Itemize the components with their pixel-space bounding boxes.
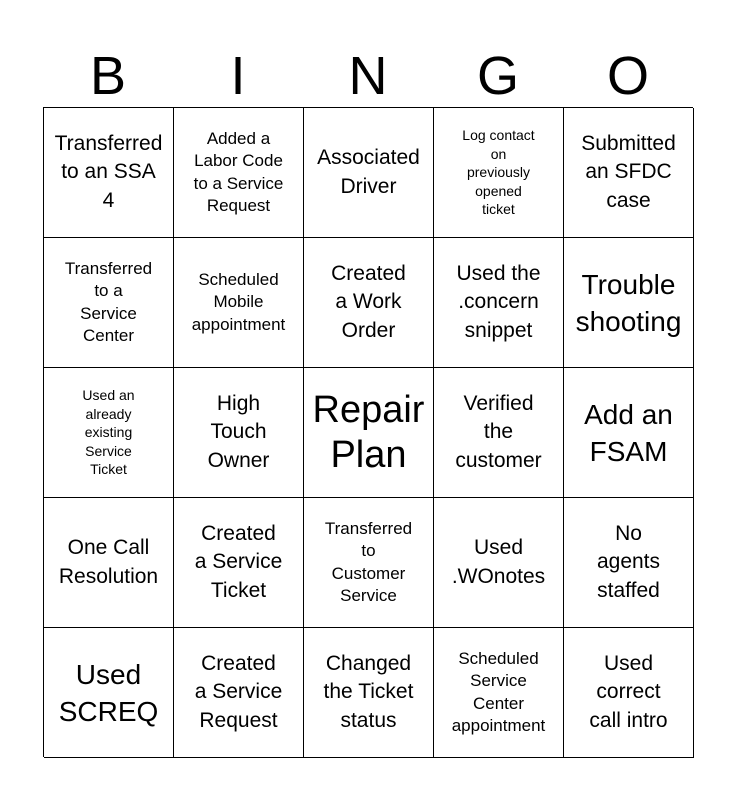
bingo-cell-text: Used SCREQ xyxy=(58,658,159,727)
bingo-cell-text: Created a Service Request xyxy=(194,651,283,732)
bingo-cell-text: Associated Driver xyxy=(317,146,420,198)
bingo-cell[interactable] xyxy=(174,238,304,368)
bingo-cell-text: Scheduled Service Center appointment xyxy=(451,648,546,735)
bingo-cell-text: Log contact on previously opened ticket xyxy=(462,127,535,218)
bingo-cell-text: Trouble shooting xyxy=(575,268,682,337)
bingo-cell[interactable] xyxy=(434,238,564,368)
bingo-cell[interactable] xyxy=(564,628,694,758)
bingo-cell[interactable] xyxy=(564,498,694,628)
bingo-cell[interactable] xyxy=(434,628,564,758)
bingo-cell[interactable] xyxy=(304,368,434,498)
bingo-cell-text: One Call Resolution xyxy=(58,536,159,588)
bingo-cell-text: No agents staffed xyxy=(596,521,661,602)
bingo-cell-text: Used correct call intro xyxy=(589,651,668,732)
bingo-cell-text: Submitted an SFDC case xyxy=(581,131,676,212)
bingo-cell-text: Added a Labor Code to a Service Request xyxy=(193,128,284,215)
bingo-cell-text: Transferred to Customer Service xyxy=(324,518,413,605)
header-letter-n: N xyxy=(348,46,388,106)
bingo-cell-text: Created a Work Order xyxy=(331,261,406,342)
bingo-cell-text: High Touch Owner xyxy=(207,391,270,472)
bingo-cell-text: Transferred to a Service Center xyxy=(64,258,153,345)
bingo-cell-text: Changed the Ticket status xyxy=(323,651,414,732)
bingo-cell[interactable] xyxy=(174,108,304,238)
bingo-cell[interactable] xyxy=(564,238,694,368)
bingo-cell[interactable] xyxy=(434,108,564,238)
bingo-cell[interactable] xyxy=(434,498,564,628)
bingo-cell[interactable] xyxy=(304,628,434,758)
bingo-cell[interactable] xyxy=(564,108,694,238)
bingo-cell-text: Used .WOnotes xyxy=(451,536,546,588)
bingo-cell-text: Repair Plan xyxy=(312,388,425,476)
header-letter-g: G xyxy=(476,46,519,106)
bingo-cell[interactable] xyxy=(174,368,304,498)
bingo-cell[interactable] xyxy=(304,238,434,368)
bingo-cell-text: Transferred to an SSA 4 xyxy=(54,131,163,212)
bingo-cell[interactable] xyxy=(304,498,434,628)
bingo-cell[interactable] xyxy=(174,498,304,628)
bingo-cell[interactable] xyxy=(564,368,694,498)
header-letter-i: I xyxy=(230,46,246,106)
bingo-cell-text: Used an already existing Service Ticket xyxy=(82,387,135,478)
bingo-cell-text: Scheduled Mobile appointment xyxy=(191,269,286,334)
bingo-cell-text: Used the .concern snippet xyxy=(456,261,541,342)
bingo-cell[interactable] xyxy=(434,368,564,498)
bingo-cell[interactable] xyxy=(44,238,174,368)
bingo-cell[interactable] xyxy=(44,628,174,758)
header-letter-o: O xyxy=(606,46,649,106)
bingo-board xyxy=(43,107,693,757)
bingo-cell[interactable] xyxy=(44,498,174,628)
bingo-cell-text: Verified the customer xyxy=(455,391,542,472)
bingo-cell[interactable] xyxy=(44,368,174,498)
bingo-cell[interactable] xyxy=(174,628,304,758)
bingo-cell[interactable] xyxy=(304,108,434,238)
bingo-header xyxy=(43,44,693,108)
bingo-cell-text: Created a Service Ticket xyxy=(194,521,283,602)
header-letter-b: B xyxy=(89,46,127,106)
bingo-cell-text: Add an FSAM xyxy=(584,398,673,467)
bingo-cell[interactable] xyxy=(44,108,174,238)
